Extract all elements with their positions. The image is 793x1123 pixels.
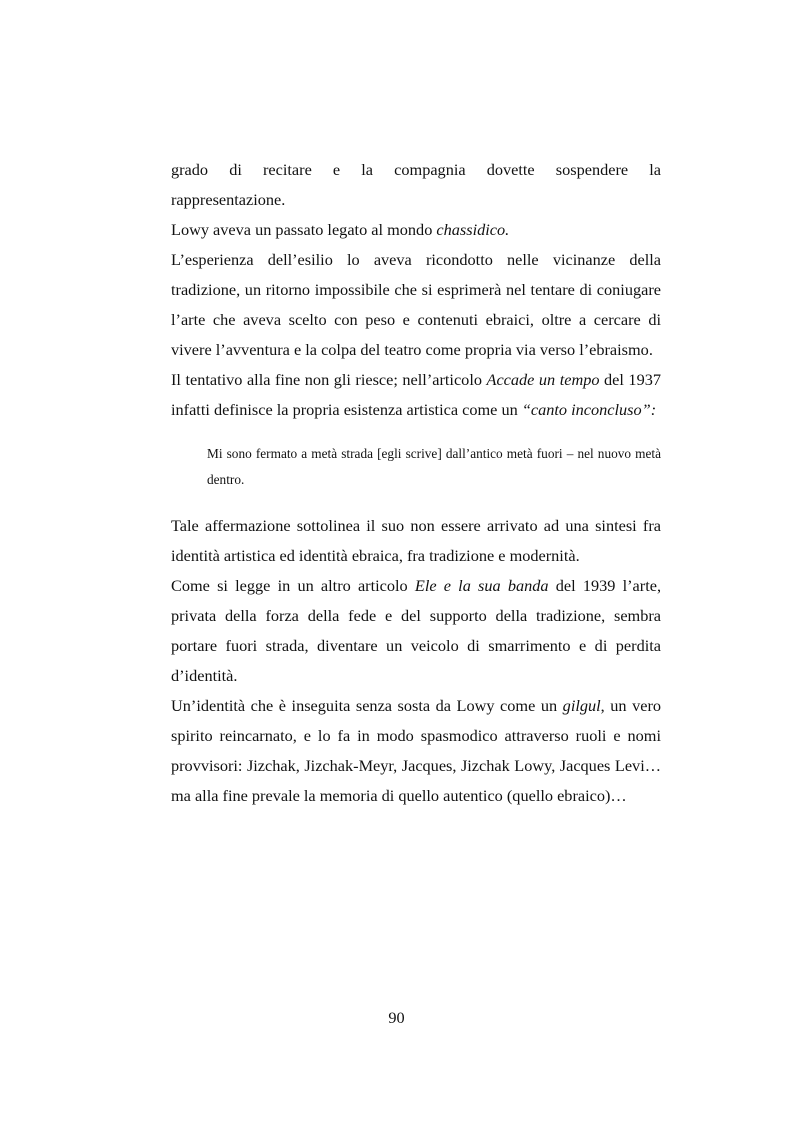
paragraph-6-text-b: del 1939 l’arte, privata della forza della fede e del supporto della tradizione, sembra portare fuori strada, diventare un veicolo di smarrimento e di perdita d’identità.: [171, 576, 662, 685]
paragraph-5: Tale affermazione sottolinea il suo non essere arrivato ad una sintesi fra identità artistica ed identità ebraica, fra tradizione e modernità.: [171, 516, 661, 565]
paragraph-3: L’esperienza dell’esilio lo aveva ricondotto nelle vicinanze della tradizione, un ritorno impossibile che si esprimerà nel tentare di coniugare l’arte che aveva scelto con peso e contenuti ebraici, oltre a cercare di vivere l’avventura e la colpa del teatro come propria via verso l’ebraismo.: [171, 250, 661, 359]
paragraph-1-line-1: grado di recitare e la compagnia dovette sospendere la: [171, 160, 661, 179]
paragraph-7: [171, 691, 661, 811]
paragraph-1-line-2: rappresentazione.: [171, 190, 286, 209]
paragraph-2-text: Lowy aveva un passato legato al mondo: [171, 220, 437, 239]
paragraph-4-text-a: Il tentativo alla fine non gli riesce; nell’articolo: [171, 370, 487, 389]
paragraph-7-text-a: Un’identità che è inseguita senza sosta da Lowy come un: [171, 696, 563, 715]
paragraph-6: [171, 571, 661, 691]
paragraph-7-text-b: , un vero spirito reincarnato, e lo fa in modo spasmodico attraverso ruoli e nomi provvisori: Jizchak, Jizchak-Meyr, Jacques, Jizchak Lowy, Jacques Levi…ma alla fine prevale la memoria di quello autentico (quello ebraico)…: [171, 696, 662, 805]
paragraph-2: [171, 215, 661, 245]
paragraph-6-italic-title: Ele e la sua banda: [414, 576, 549, 595]
page-body: [171, 155, 661, 811]
paragraph-4: [171, 365, 661, 425]
paragraph-7-italic-term: gilgul: [562, 696, 601, 715]
paragraph-6-text-a: Come si legge in un altro articolo: [171, 576, 415, 595]
paragraph-4-italic-title: Accade un tempo: [486, 370, 600, 389]
paragraph-4-text-b: del 1937 infatti definisce la propria esistenza artistica come un: [171, 370, 661, 419]
block-quote: Mi sono fermato a metà strada [egli scrive] dall’antico metà fuori – nel nuovo metà dentro.: [207, 446, 661, 487]
paragraph-2-italic: chassidico.: [436, 220, 510, 239]
page-number: 90: [388, 1008, 405, 1027]
paragraph-4-italic-quote: “canto inconcluso”:: [521, 400, 657, 419]
